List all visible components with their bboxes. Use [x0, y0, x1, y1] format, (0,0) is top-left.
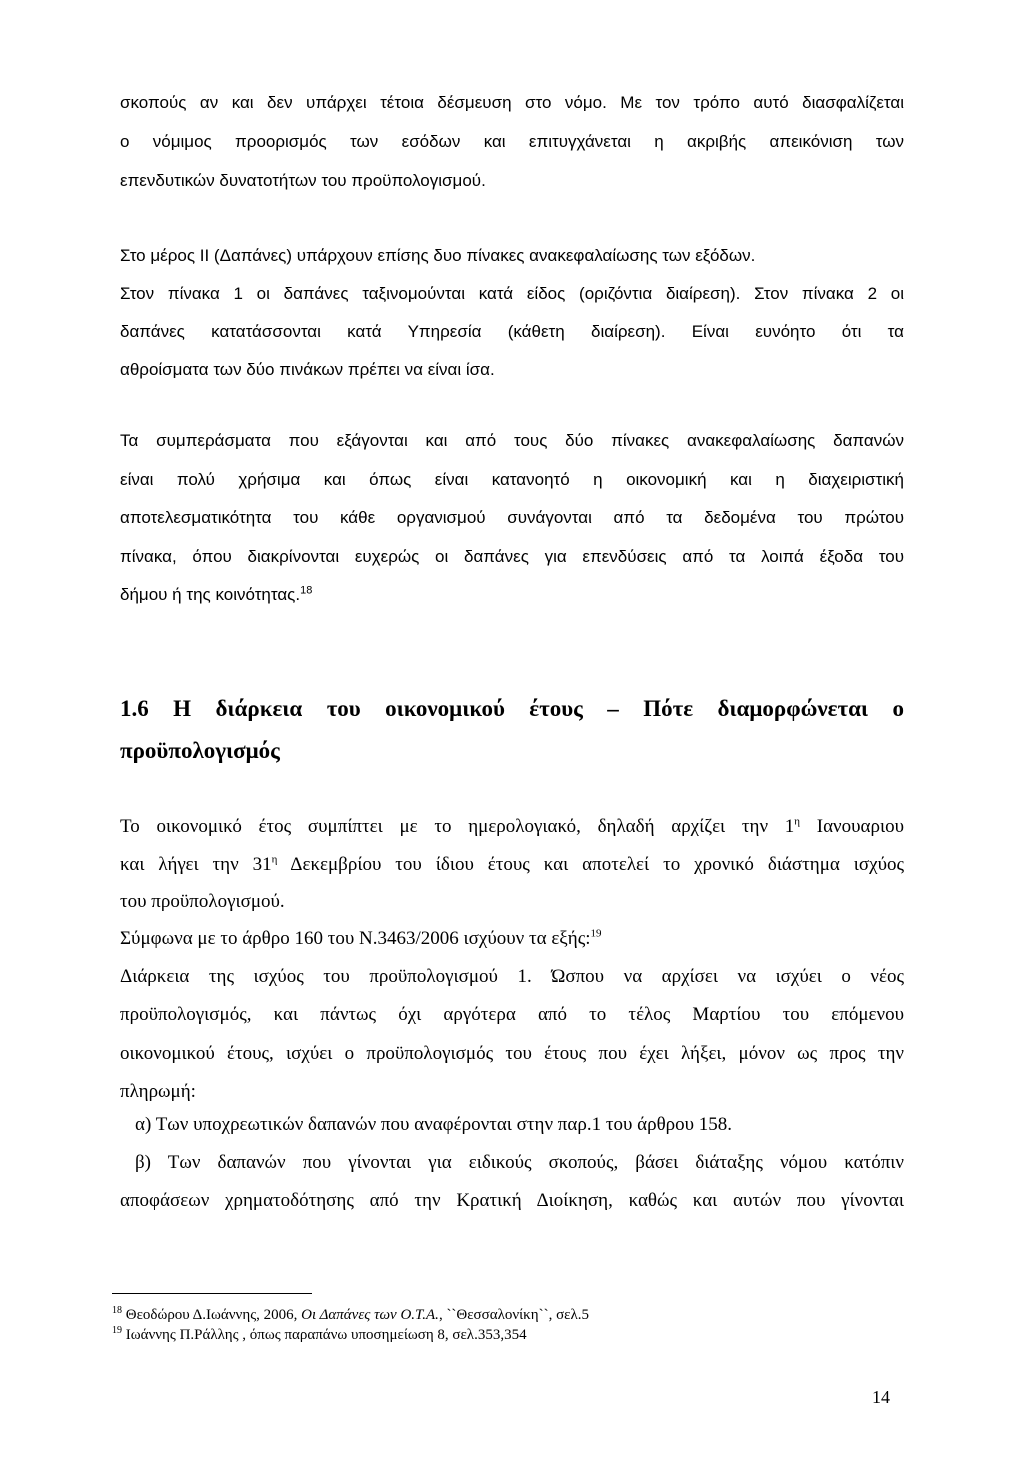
footnote-18-title: Οι Δαπάνες των Ο.Τ.Α. — [301, 1307, 439, 1323]
s-p3-line-2: προϋπολογισμός, και πάντως όχι αργότερα από το τέλος Μαρτίου του επόμενου — [120, 1004, 904, 1025]
s-p3-line-1: Διάρκεια της ισχύος του προϋπολογισμού 1. Ώσπου να αρχίσει να ισχύει ο νέος — [120, 966, 904, 987]
p2-line-4: αθροίσματα των δύο πινάκων πρέπει να είναι ίσα. — [120, 360, 495, 379]
p3-line-5 — [120, 584, 904, 606]
footnote-19-number: 19 — [112, 1325, 122, 1336]
s-p1-line-2-a: και λήγει την 31 — [120, 854, 272, 875]
list-item-b-line-1: β) Των δαπανών που γίνονται για ειδικούς σκοπούς, βάσει διάταξης νόμου κατόπιν — [135, 1152, 904, 1173]
ordinal-sup-2: η — [271, 853, 278, 866]
footnote-18 — [112, 1306, 589, 1324]
s-p3-line-4: πληρωμή: — [120, 1081, 196, 1102]
p2-line-1: Στο μέρος ΙΙ (Δαπάνες) υπάρχουν επίσης δυο πίνακες ανακεφαλαίωσης των εξόδων. — [120, 246, 756, 265]
section-heading-line-2: προϋπολογισμός — [120, 738, 280, 763]
s-p1-line-1 — [120, 816, 904, 838]
page-number: 14 — [872, 1387, 890, 1407]
p1-line-2: ο νόμιμος προορισμός των εσόδων και επιτυγχάνεται η ακριβής απεικόνιση των — [120, 132, 904, 151]
s-p1-line-2-b: Δεκεμβρίου του ίδιου έτους και αποτελεί το χρονικό διάστημα ισχύος — [277, 854, 904, 875]
list-item-b-line-2: αποφάσεων χρηματοδότησης από την Κρατική Διοίκηση, καθώς και αυτών που γίνονται — [120, 1190, 904, 1211]
footnote-18-text-a: Θεοδώρου Δ.Ιωάννης, 2006, — [122, 1307, 302, 1323]
s-p2-line-1-text: Σύμφωνα με το άρθρο 160 του Ν.3463/2006 ισχύουν τα εξής: — [120, 928, 591, 949]
p1-line-1: σκοπούς αν και δεν υπάρχει τέτοια δέσμευση στο νόμο. Με τον τρόπο αυτό διασφαλίζεται — [120, 93, 904, 112]
s-p2-line-1 — [120, 928, 904, 950]
footnote-ref-18[interactable]: 18 — [300, 584, 313, 597]
s-p1-line-1-b: Ιανουαριου — [800, 816, 904, 837]
ordinal-sup-1: η — [794, 815, 801, 828]
p2-line-3: δαπάνες κατατάσσονται κατά Υπηρεσία (κάθετη διαίρεση). Είναι ευνόητο ότι τα — [120, 322, 904, 341]
footnote-18-number: 18 — [112, 1305, 122, 1316]
p1-line-3: επενδυτικών δυνατοτήτων του προϋπολογισμού. — [120, 171, 486, 190]
s-p1-line-3: του προϋπολογισμού. — [120, 891, 285, 912]
s-p1-line-1-a: Το οικονομικό έτος συμπίπτει με το ημερολογιακό, δηλαδή αρχίζει την 1 — [120, 816, 795, 837]
p2-line-2: Στον πίνακα 1 οι δαπάνες ταξινομούνται κατά είδος (οριζόντια διαίρεση). Στον πίνακα 2 οι — [120, 284, 904, 303]
p3-line-4: πίνακα, όπου διακρίνονται ευχερώς οι δαπάνες για επενδύσεις από τα λοιπά έξοδα του — [120, 547, 904, 566]
s-p1-line-2 — [120, 854, 904, 876]
p3-line-2: είναι πολύ χρήσιμα και όπως είναι κατανοητό η οικονομική και η διαχειριστική — [120, 470, 904, 489]
p3-line-3: αποτελεσματικότητα του κάθε οργανισμού συνάγονται από τα δεδομένα του πρώτου — [120, 508, 904, 527]
footnote-19-text: Ιωάννης Π.Ράλλης , όπως παραπάνω υποσημείωση 8, σελ.353,354 — [122, 1327, 527, 1343]
footnote-19 — [112, 1326, 527, 1344]
p3-line-5-text: δήμου ή της κοινότητας. — [120, 585, 301, 604]
section-heading-line-1: 1.6 Η διάρκεια του οικονομικού έτους – Πότε διαμορφώνεται ο — [120, 696, 904, 721]
list-item-a: α) Των υποχρεωτικών δαπανών που αναφέρονται στην παρ.1 του άρθρου 158. — [135, 1114, 733, 1135]
s-p3-line-3: οικονομικού έτους, ισχύει ο προϋπολογισμός του έτους που έχει λήξει, μόνον ως προς την — [120, 1043, 904, 1064]
p3-line-1: Τα συμπεράσματα που εξάγονται και από τους δύο πίνακες ανακεφαλαίωσης δαπανών — [120, 431, 904, 450]
footnote-18-text-b: , ``Θεσσαλονίκη``, σελ.5 — [438, 1307, 589, 1323]
footnote-separator — [112, 1293, 312, 1294]
footnote-ref-19[interactable]: 19 — [590, 927, 602, 940]
